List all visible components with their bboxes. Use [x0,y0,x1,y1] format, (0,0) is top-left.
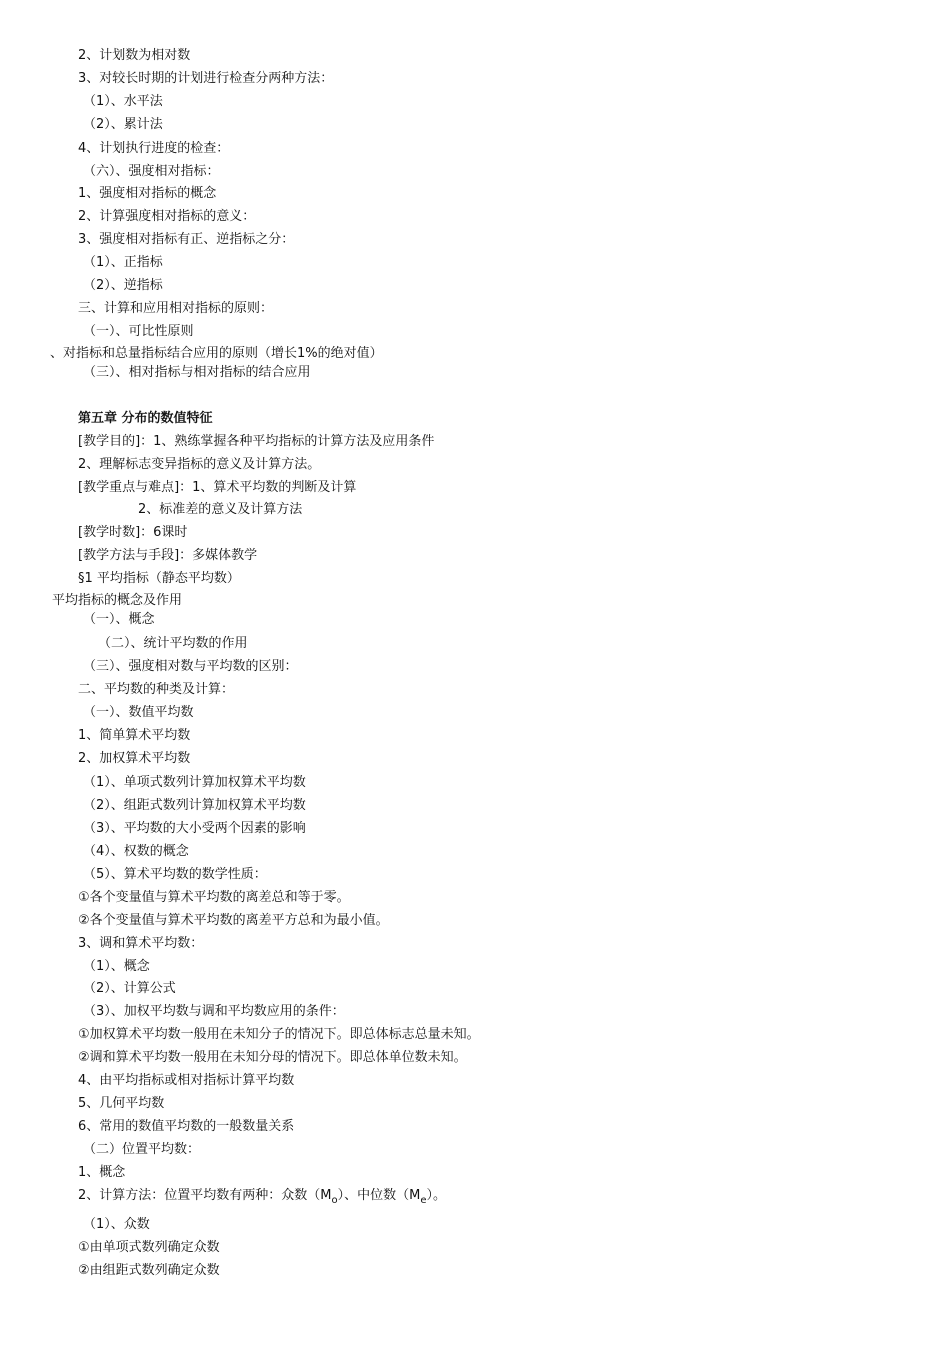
text-line: ②由组距式数列确定众数 [78,1263,220,1278]
text-line: （二）、统计平均数的作用 [98,636,248,651]
calc-method-text-1: 2、计算方法：位置平均数有两种：众数（M [78,1188,332,1203]
text-line: 4、计划执行进度的检查： [78,141,230,156]
text-line: （一）、概念 [83,612,155,627]
text-line: （3）、加权平均数与调和平均数应用的条件： [83,1004,345,1019]
text-line: （2）、累计法 [83,117,163,132]
text-line: （六）、强度相对指标： [83,164,220,179]
text-line: ②调和算术平均数一般用在未知分母的情况下。即总体单位数未知。 [78,1050,467,1065]
text-line: （三）、相对指标与相对指标的结合应用 [83,365,311,380]
text-line: [教学目的]：1、熟练掌握各种平均指标的计算方法及应用条件 [78,434,435,449]
mode-subscript: o [331,1195,338,1206]
text-line: 3、调和算术平均数： [78,936,204,951]
text-line: （2）、计算公式 [83,981,176,996]
text-line: 2、理解标志变异指标的意义及计算方法。 [78,457,321,472]
text-line: 6、常用的数值平均数的一般数量关系 [78,1119,295,1134]
text-line: （一）、可比性原则 [83,324,194,339]
text-line: ①各个变量值与算术平均数的离差总和等于零。 [78,890,350,905]
text-line: （1）、众数 [83,1217,150,1232]
text-line: （一）、数值平均数 [83,705,194,720]
section-heading: §1 平均指标（静态平均数） [78,571,240,586]
text-line: [教学重点与难点]：1、算术平均数的判断及计算 [78,480,357,495]
text-line: 1、概念 [78,1165,126,1180]
text-line: 4、由平均指标或相对指标计算平均数 [78,1073,295,1088]
text-line: [教学时数]：6课时 [78,525,188,540]
text-line: 、对指标和总量指标结合应用的原则（增长1%的绝对值） [50,346,383,361]
text-line: 3、对较长时期的计划进行检查分两种方法： [78,71,334,86]
text-line: 3、强度相对指标有正、逆指标之分： [78,232,295,247]
text-line: （1）、概念 [83,959,150,974]
text-line: 2、计划数为相对数 [78,48,191,63]
text-line: ①由单项式数列确定众数 [78,1240,220,1255]
text-line: ①加权算术平均数一般用在未知分子的情况下。即总体标志总量未知。 [78,1027,480,1042]
text-line: （二）位置平均数： [83,1142,201,1157]
text-line: （3）、平均数的大小受两个因素的影响 [83,821,306,836]
calc-method-text-3: ）。 [426,1188,447,1203]
text-line: （5）、算术平均数的数学性质： [83,867,267,882]
text-line: 1、强度相对指标的概念 [78,186,217,201]
text-line: 平均指标的概念及作用 [52,593,183,608]
median-subscript: e [420,1195,427,1206]
text-line: （1）、单项式数列计算加权算术平均数 [83,775,306,790]
text-line: 1、简单算术平均数 [78,728,191,743]
text-line: 二、平均数的种类及计算： [78,682,235,697]
text-line: （2）、组距式数列计算加权算术平均数 [83,798,306,813]
calc-method-line [78,1187,446,1210]
calc-method-text-2: ）、中位数（M [337,1188,421,1203]
text-line: 5、几何平均数 [78,1096,165,1111]
text-line: 2、加权算术平均数 [78,751,191,766]
text-line: （1）、正指标 [83,255,163,270]
text-line: [教学方法与手段]：多媒体教学 [78,548,258,563]
text-line: （三）、强度相对数与平均数的区别： [83,659,298,674]
text-line: （1）、水平法 [83,94,163,109]
text-line: 2、标准差的意义及计算方法 [138,502,303,517]
chapter-heading: 第五章 分布的数值特征 [78,411,213,426]
text-line: （4）、权数的概念 [83,844,189,859]
text-line: 2、计算强度相对指标的意义： [78,209,256,224]
text-line: 三、计算和应用相对指标的原则： [78,301,274,316]
text-line: （2）、逆指标 [83,278,163,293]
text-line: ②各个变量值与算术平均数的离差平方总和为最小值。 [78,913,389,928]
